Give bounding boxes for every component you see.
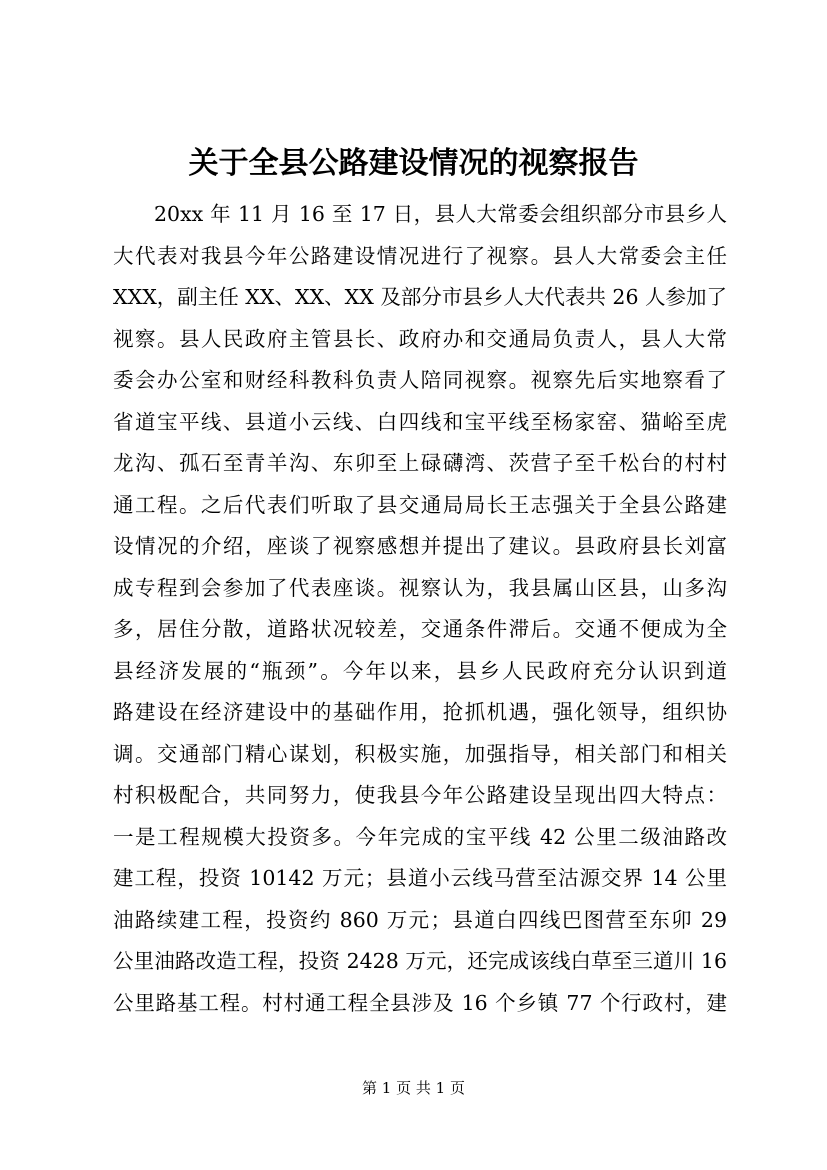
paragraph-line: 建工程，投资 10142 万元；县道小云线马营至沽源交界 14 公里 bbox=[113, 866, 727, 890]
paragraph-line: 设情况的介绍，座谈了视察感想并提出了建议。县政府县长刘富 bbox=[113, 534, 727, 558]
paragraph-line: 调。交通部门精心谋划，积极实施，加强指导，相关部门和相关 bbox=[113, 741, 727, 766]
paragraph-line: 成专程到会参加了代表座谈。视察认为，我县属山区县，山多沟 bbox=[113, 575, 727, 600]
paragraph-line: 村积极配合，共同努力，使我县今年公路建设呈现出四大特点： bbox=[113, 783, 727, 807]
page-footer bbox=[0, 1078, 827, 1098]
paragraph-line: 公里路基工程。村村通工程全县涉及 16 个乡镇 77 个行政村，建 bbox=[113, 990, 727, 1015]
paragraph-line: 路建设在经济建设中的基础作用，抢抓机遇，强化领导，组织协 bbox=[113, 700, 727, 724]
paragraph-line: 省道宝平线、县道小云线、白四线和宝平线至杨家窑、猫峪至虎 bbox=[113, 409, 727, 434]
paragraph-line: 一是工程规模大投资多。今年完成的宝平线 42 公里二级油路改 bbox=[113, 824, 727, 849]
paragraph-line: 委会办公室和财经科教科负责人陪同视察。视察先后实地察看了 bbox=[113, 368, 727, 392]
paragraph-line: 大代表对我县今年公路建设情况进行了视察。县人大常委会主任 bbox=[113, 243, 727, 268]
paragraph-line: 公里油路改造工程，投资 2428 万元，还完成该线白草至三道川 16 bbox=[113, 949, 727, 973]
paragraph-line: 油路续建工程，投资约 860 万元；县道白四线巴图营至东卯 29 bbox=[113, 907, 727, 932]
paragraph-line: 县经济发展的“瓶颈”。今年以来，县乡人民政府充分认识到道 bbox=[113, 658, 727, 683]
paragraph-line: 龙沟、孤石至青羊沟、东卯至上碌礴湾、茨营子至千松台的村村 bbox=[113, 451, 727, 475]
paragraph-line: XXX，副主任 XX、XX、XX 及部分市县乡人大代表共 26 人参加了 bbox=[113, 285, 727, 309]
document-title: 关于全县公路建设情况的视察报告 bbox=[188, 146, 639, 181]
page-number-label: 第 1 页 共 1 页 bbox=[362, 1079, 465, 1097]
paragraph-line: 多，居住分散，道路状况较差，交通条件滞后。交通不便成为全 bbox=[113, 617, 727, 641]
document-body bbox=[113, 194, 727, 1024]
paragraph-line: 20xx 年 11 月 16 至 17 日，县人大常委会组织部分市县乡人 bbox=[154, 202, 727, 226]
paragraph-line: 通工程。之后代表们听取了县交通局局长王志强关于全县公路建 bbox=[113, 492, 727, 517]
paragraph-line: 视察。县人民政府主管县长、政府办和交通局负责人，县人大常 bbox=[113, 326, 727, 351]
